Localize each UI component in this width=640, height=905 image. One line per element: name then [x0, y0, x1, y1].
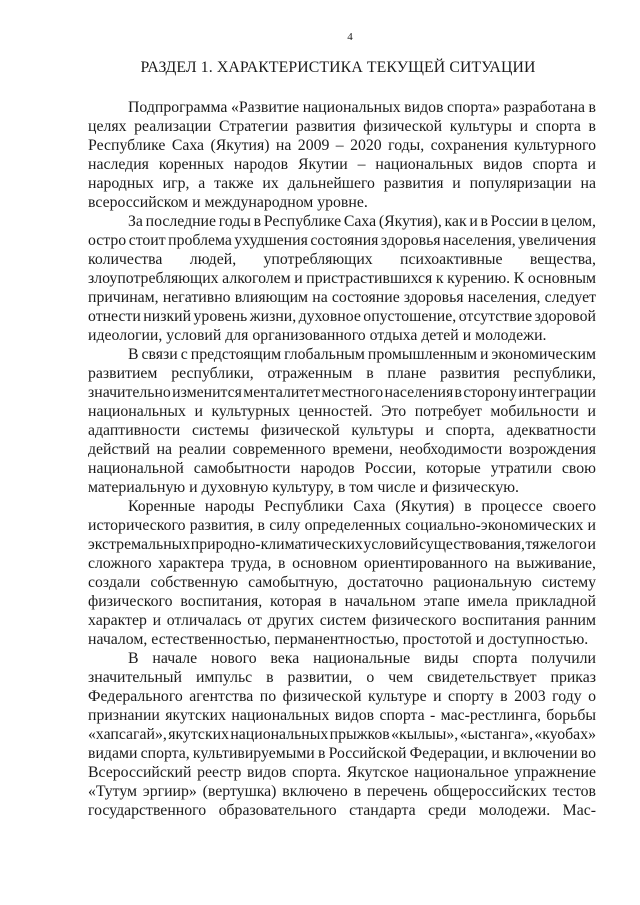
text-line: всероссийском и международном уровне.: [88, 194, 368, 211]
paragraph-5: [88, 649, 596, 820]
text-line: национальных и культурных ценностей. Это потребует мобильности и: [88, 403, 596, 420]
text-line: наследия коренных народов Якутии – национальных видов спорта и: [88, 156, 596, 173]
text-line: характер и отличалась от других систем физического воспитания ранним: [88, 612, 596, 629]
document-body: [88, 98, 596, 820]
text-line: действий на реалии современного времени, необходимости возрождения: [88, 441, 596, 458]
text-line: физического воспитания, которая в начальном этапе имела прикладной: [88, 593, 596, 610]
text-line: адаптивности системы физической культуры и спорта, адекватности: [88, 422, 596, 439]
text-line: идеологии, условий для организованного отдыха детей и молодежи.: [88, 327, 547, 344]
text-line: отнести низкий уровень жизни, духовное опустошение, отсутствие здоровой: [88, 308, 596, 325]
text-line: «Тутум эргиир» (вертушка) включено в перечень общероссийских тестов: [88, 783, 596, 800]
text-line: сложного характера труда, в основном ориентированного на выживание,: [88, 555, 596, 572]
text-line: Республике Саха (Якутия) на 2009 – 2020 годы, сохранения культурного: [88, 137, 596, 154]
paragraph-3: [88, 345, 596, 497]
text-line: признании якутских национальных видов спорта - мас-рестлинга, борьбы: [88, 707, 596, 724]
paragraph-4: [88, 497, 596, 649]
text-line: народных игр, а также их дальнейшего развития и популяризации на: [88, 175, 596, 192]
text-line: Коренные народы Республики Саха (Якутия) в процессе своего: [128, 498, 596, 515]
text-line: количества людей, употребляющих психоактивные вещества,: [88, 251, 596, 268]
text-line: значительно изменится менталитет местного населения в сторону интеграции: [88, 384, 597, 401]
section-title: РАЗДЕЛ 1. ХАРАКТЕРИСТИКА ТЕКУЩЕЙ СИТУАЦИИ: [140, 59, 536, 76]
text-line: Подпрограмма «Развитие национальных видов спорта» разработана в: [128, 99, 596, 116]
text-line: причинам, негативно влияющим на состояние здоровья населения, следует: [88, 289, 596, 306]
text-line: В связи с предстоящим глобальным промышленным и экономическим: [128, 346, 596, 363]
paragraph-2: [88, 212, 596, 345]
text-line: «хапсагай», якутских национальных прыжков «кылыы», «ыстанга», «куобах»: [88, 726, 596, 743]
text-line: остро стоит проблема ухудшения состояния здоровья населения, увеличения: [88, 232, 597, 249]
text-line: Федерального агентства по физической культуре и спорту в 2003 году о: [88, 688, 596, 705]
text-line: значительный импульс в развитии, о чем свидетельствует приказ: [88, 669, 596, 686]
text-line: За последние годы в Республике Саха (Якутия), как и в России в целом,: [128, 213, 596, 230]
text-line: экстремальных природно-климатических условий существования, тяжелого и: [88, 536, 596, 553]
text-line: национальной самобытности народов России, которые утратили свою: [88, 460, 596, 477]
text-line: Всероссийский реестр видов спорта. Якутское национальное упражнение: [88, 764, 596, 781]
text-line: исторического развития, в силу определенных социально-экономических и: [88, 517, 596, 534]
text-line: создали собственную самобытную, достаточно рациональную систему: [88, 574, 596, 591]
page-number: 4: [347, 31, 353, 43]
text-line: материальную и духовную культуру, в том числе и физическую.: [88, 479, 519, 496]
text-line: В начале нового века национальные виды спорта получили: [128, 650, 596, 667]
text-line: видами спорта, культивируемыми в Российской Федерации, и включении во: [88, 745, 596, 762]
text-line: злоупотребляющих алкоголем и пристрастившихся к курению. К основным: [88, 270, 596, 287]
text-line: развитием республики, отраженным в плане развития республики,: [88, 365, 596, 382]
paragraph-1: [88, 98, 596, 212]
text-line: государственного образовательного стандарта среди молодежи. Мас-: [88, 802, 596, 819]
text-line: целях реализации Стратегии развития физической культуры и спорта в: [88, 118, 596, 135]
text-line: началом, естественностью, перманентностью, простотой и доступностью.: [88, 631, 589, 648]
